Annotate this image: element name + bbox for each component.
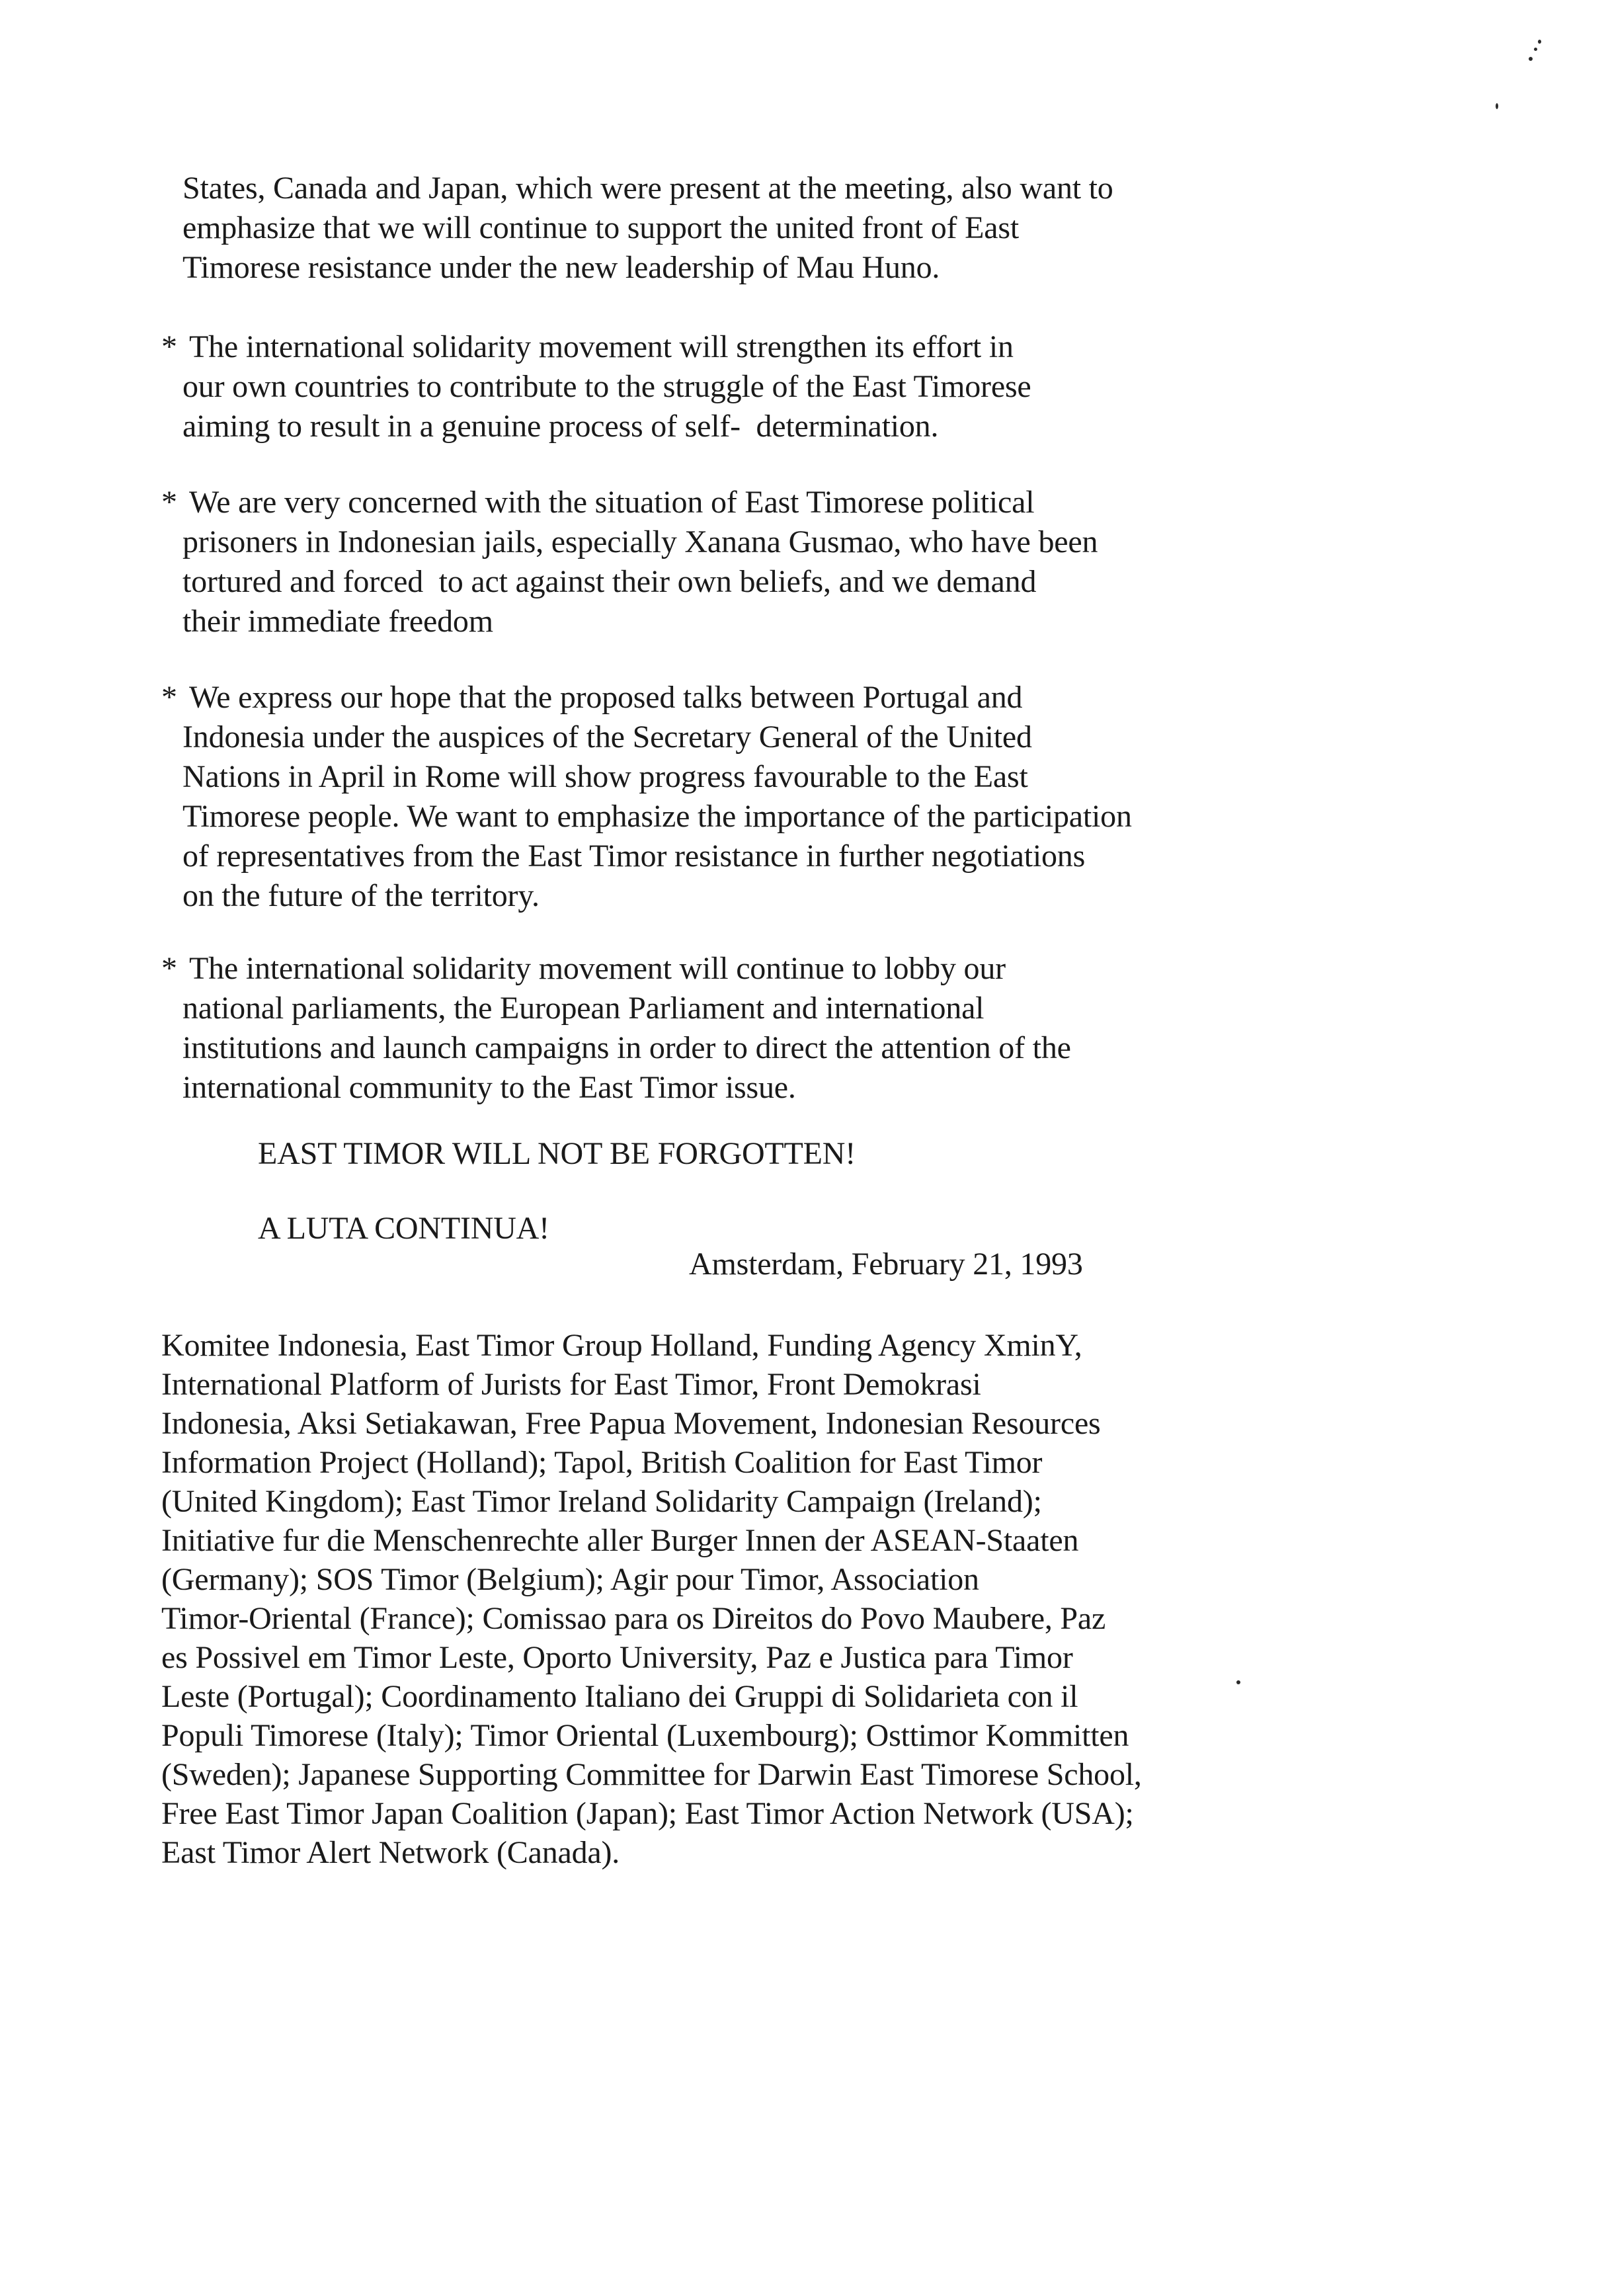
intro-line: Timorese resistance under the new leadership of Mau Huno. bbox=[182, 250, 940, 285]
signatories-line: International Platform of Jurists for East Timor, Front Demokrasi bbox=[161, 1367, 981, 1402]
signatories-line: Komitee Indonesia, East Timor Group Holland, Funding Agency XminY, bbox=[161, 1328, 1082, 1363]
bullet-line: Timorese people. We want to emphasize the importance of the participation bbox=[182, 799, 1132, 834]
signatories-line: East Timor Alert Network (Canada). bbox=[161, 1835, 620, 1870]
bullet-line: on the future of the territory. bbox=[182, 878, 540, 913]
scan-speck bbox=[1236, 1680, 1240, 1684]
slogan: EAST TIMOR WILL NOT BE FORGOTTEN! bbox=[258, 1136, 856, 1171]
bullet-line: The international solidarity movement will strengthen its effort in bbox=[189, 329, 1014, 364]
signatories-line: Indonesia, Aksi Setiakawan, Free Papua Movement, Indonesian Resources bbox=[161, 1406, 1101, 1441]
signatories-line: Free East Timor Japan Coalition (Japan); East Timor Action Network (USA); bbox=[161, 1796, 1134, 1831]
intro-line: States, Canada and Japan, which were present at the meeting, also want to bbox=[182, 171, 1113, 206]
bullet-line: prisoners in Indonesian jails, especially Xanana Gusmao, who have been bbox=[182, 524, 1098, 559]
bullet-line: institutions and launch campaigns in order to direct the attention of the bbox=[182, 1030, 1071, 1065]
bullet-line: We are very concerned with the situation of East Timorese political bbox=[189, 485, 1035, 520]
scan-speck bbox=[1496, 103, 1498, 109]
signatories-line: Initiative fur die Menschenrechte aller Burger Innen der ASEAN-Staaten bbox=[161, 1523, 1079, 1558]
bullet-line: Indonesia under the auspices of the Secretary General of the United bbox=[182, 719, 1032, 755]
signatories-line: Populi Timorese (Italy); Timor Oriental (Luxembourg); Osttimor Kommitten bbox=[161, 1718, 1129, 1753]
bullet-marker: * bbox=[161, 951, 177, 986]
slogan: A LUTA CONTINUA! bbox=[258, 1211, 549, 1246]
scan-speck bbox=[1534, 48, 1537, 51]
place-date: Amsterdam, February 21, 1993 bbox=[689, 1247, 1083, 1282]
intro-line: emphasize that we will continue to support the united front of East bbox=[182, 210, 1019, 245]
bullet-line: The international solidarity movement will continue to lobby our bbox=[189, 951, 1006, 986]
bullet-line: international community to the East Timor issue. bbox=[182, 1070, 796, 1105]
signatories-line: (Germany); SOS Timor (Belgium); Agir pour Timor, Association bbox=[161, 1562, 979, 1597]
bullet-marker: * bbox=[161, 680, 177, 715]
bullet-line: aiming to result in a genuine process of self- determination. bbox=[182, 409, 939, 444]
bullet-marker: * bbox=[161, 485, 177, 520]
signatories-line: Information Project (Holland); Tapol, British Coalition for East Timor bbox=[161, 1445, 1043, 1480]
signatories-line: (Sweden); Japanese Supporting Committee for Darwin East Timorese School, bbox=[161, 1757, 1142, 1792]
scan-speck bbox=[1538, 40, 1541, 44]
bullet-line: their immediate freedom bbox=[182, 604, 493, 639]
signatories-line: Timor-Oriental (France); Comissao para os Direitos do Povo Maubere, Paz bbox=[161, 1601, 1106, 1636]
scan-speck bbox=[1529, 57, 1533, 61]
bullet-line: our own countries to contribute to the struggle of the East Timorese bbox=[182, 369, 1031, 404]
signatories-line: Leste (Portugal); Coordinamento Italiano dei Gruppi di Solidarieta con il bbox=[161, 1679, 1078, 1714]
bullet-marker: * bbox=[161, 329, 177, 364]
bullet-line: national parliaments, the European Parliament and international bbox=[182, 991, 985, 1026]
signatories-line: es Possivel em Timor Leste, Oporto University, Paz e Justica para Timor bbox=[161, 1640, 1073, 1675]
bullet-line: We express our hope that the proposed talks between Portugal and bbox=[189, 680, 1023, 715]
bullet-line: of representatives from the East Timor resistance in further negotiations bbox=[182, 839, 1086, 874]
bullet-line: tortured and forced to act against their own beliefs, and we demand bbox=[182, 564, 1037, 599]
bullet-line: Nations in April in Rome will show progress favourable to the East bbox=[182, 759, 1028, 794]
signatories-line: (United Kingdom); East Timor Ireland Solidarity Campaign (Ireland); bbox=[161, 1484, 1042, 1519]
